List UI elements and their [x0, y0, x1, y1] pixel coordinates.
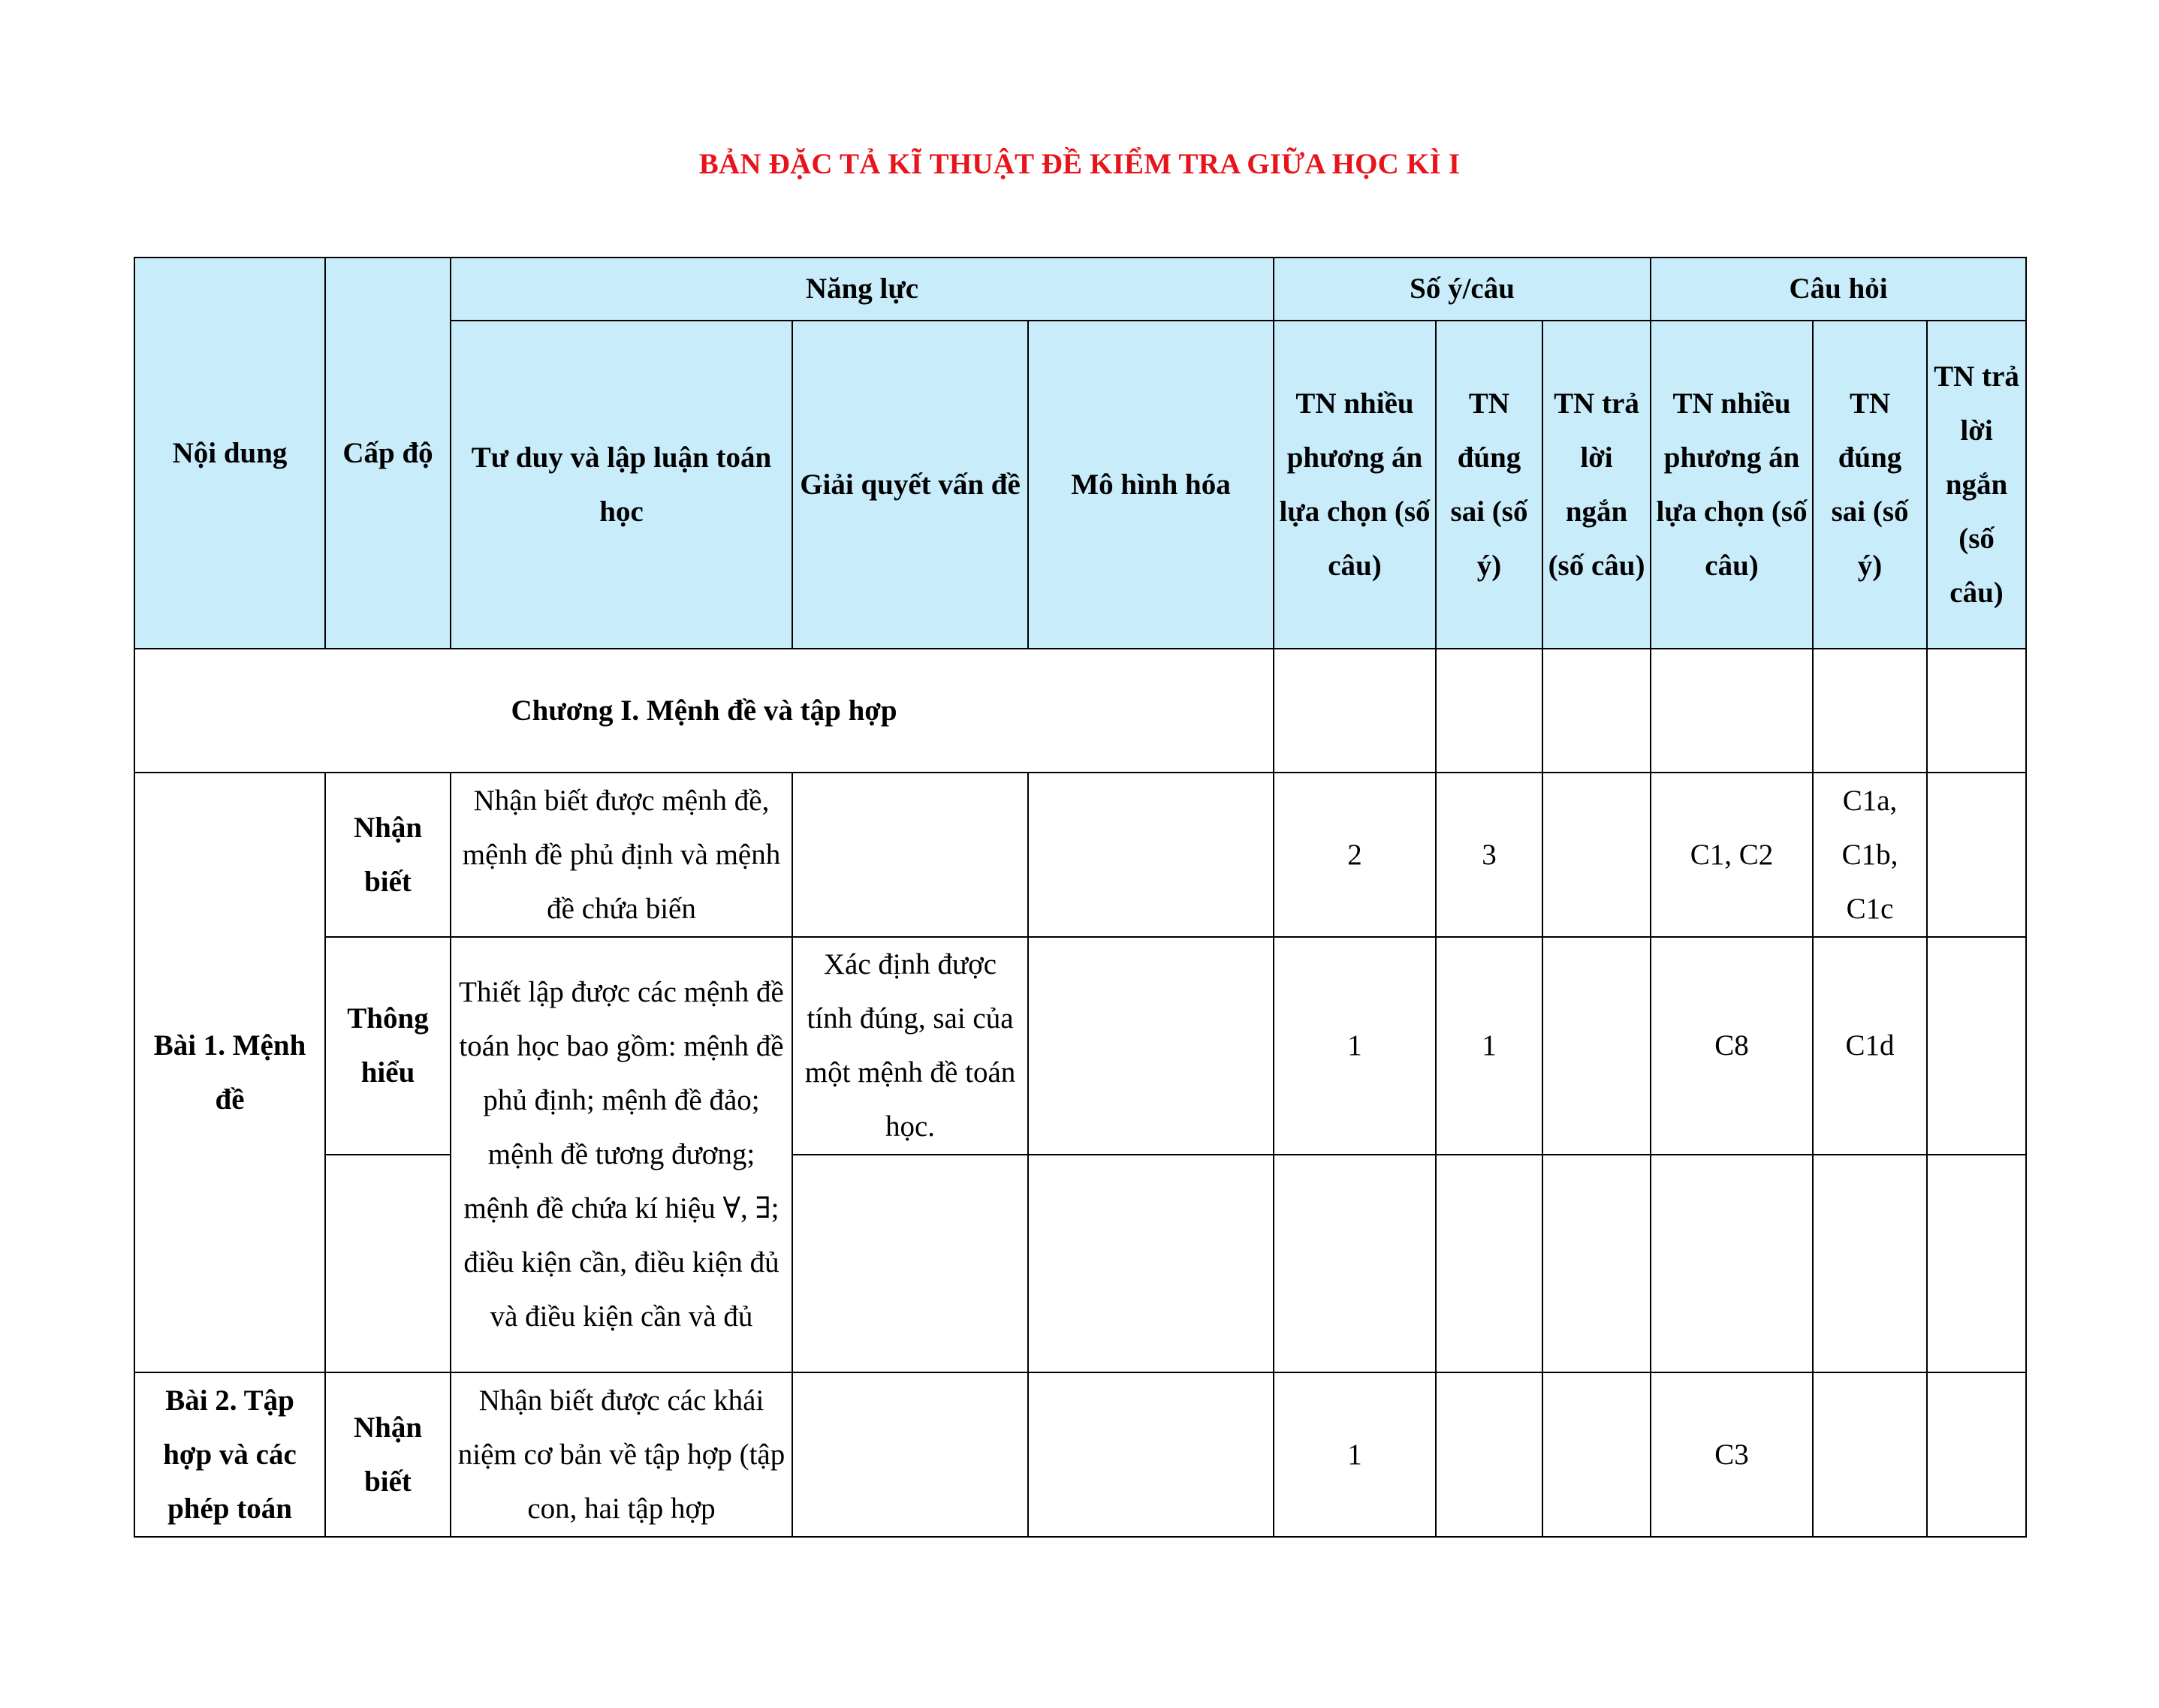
table-cell [1542, 1155, 1651, 1372]
row-bai-1-so-tn-dung-sai: 3 [1436, 773, 1542, 937]
header-tn-tra-loi-ngan: TN trả lời ngắn (số câu) [1542, 321, 1651, 649]
table-cell [1028, 1155, 1274, 1372]
chapter-row [134, 649, 2026, 773]
row-bai-2-noi-dung: Bài 2. Tập hợp và các phép toán [134, 1372, 325, 1537]
table-row [134, 1155, 2026, 1372]
table-cell [1651, 649, 1813, 773]
row-bai-1-cau-tn-tra-loi [1927, 773, 2026, 937]
row-bai-1-cap-do-nhan-biet: Nhận biết [325, 773, 451, 937]
header-mo-hinh: Mô hình hóa [1028, 321, 1274, 649]
table-cell [1542, 649, 1651, 773]
row-thong-hieu-cau-tn-dung-sai: C1d [1813, 937, 1927, 1155]
table-row [134, 937, 2026, 1155]
table-cell [1274, 649, 1436, 773]
row-thong-hieu-cau-tn-tra-loi [1927, 937, 2026, 1155]
header-cau-tn-dung-sai: TN đúng sai (số ý) [1813, 321, 1927, 649]
row-bai-1-so-tn-tra-loi [1542, 773, 1651, 937]
header-nang-luc: Năng lực [451, 258, 1274, 321]
row-thong-hieu-so-tn-nhieu-pa: 1 [1274, 937, 1436, 1155]
row-bai-1-cau-tn-nhieu-pa: C1, C2 [1651, 773, 1813, 937]
table-row [134, 773, 2026, 937]
row-bai-2-so-tn-tra-loi [1542, 1372, 1651, 1537]
row-bai-2-mo-hinh [1028, 1372, 1274, 1537]
header-so-y-cau: Số ý/câu [1274, 258, 1651, 321]
header-giai-quyet: Giải quyết vấn đề [792, 321, 1028, 649]
header-tn-nhieu-phuong-an: TN nhiều phương án lựa chọn (số câu) [1274, 321, 1436, 649]
header-tn-dung-sai: TN đúng sai (số ý) [1436, 321, 1542, 649]
row-bai-2-cau-tn-dung-sai [1813, 1372, 1927, 1537]
row-thong-hieu-so-tn-dung-sai: 1 [1436, 937, 1542, 1155]
table-cell [1651, 1155, 1813, 1372]
row-bai-2-so-tn-nhieu-pa: 1 [1274, 1372, 1436, 1537]
row-bai-1-giai-quyet [792, 773, 1028, 937]
table-cell [1436, 1155, 1542, 1372]
row-bai-2-cau-tn-nhieu-pa: C3 [1651, 1372, 1813, 1537]
row-bai-2-tu-duy: Nhận biết được các khái niệm cơ bản về tập hợp (tập con, hai tập hợp [451, 1372, 792, 1537]
table-cell [325, 1155, 451, 1372]
row-thong-hieu-cap-do: Thông hiểu [325, 937, 451, 1155]
table-cell [1813, 649, 1927, 773]
document-title: BẢN ĐẶC TẢ KĨ THUẬT ĐỀ KIỂM TRA GIỮA HỌC KÌ I [698, 148, 1461, 180]
header-noi-dung: Nội dung [134, 258, 325, 649]
chapter-title: Chương I. Mệnh đề và tập hợp [134, 649, 1274, 773]
table-cell [1436, 649, 1542, 773]
table-cell [1927, 649, 2026, 773]
header-cau-tn-nhieu-phuong-an: TN nhiều phương án lựa chọn (số câu) [1651, 321, 1813, 649]
header-tu-duy: Tư duy và lập luận toán học [451, 321, 792, 649]
row-thong-hieu-giai-quyet: Xác định được tính đúng, sai của một mệnh đề toán học. [792, 937, 1028, 1155]
row-bai-1-so-tn-nhieu-pa: 2 [1274, 773, 1436, 937]
table-cell [1274, 1155, 1436, 1372]
row-thong-hieu-cau-tn-nhieu-pa: C8 [1651, 937, 1813, 1155]
row-bai-1-noi-dung: Bài 1. Mệnh đề [134, 773, 325, 1372]
row-bai-1-mo-hinh [1028, 773, 1274, 937]
row-thong-hieu-tu-duy: Thiết lập được các mệnh đề toán học bao gồm: mệnh đề phủ định; mệnh đề đảo; mệnh đề tương đương; mệnh đề chứa kí hiệu ∀, ∃; điều kiện cần, điều kiện đủ và điều kiện cần và đủ [451, 937, 792, 1372]
header-cap-do: Cấp độ [325, 258, 451, 649]
row-bai-2-cap-do: Nhận biết [325, 1372, 451, 1537]
header-cau-tn-tra-loi-ngan: TN trả lời ngắn (số câu) [1927, 321, 2026, 649]
table-cell [792, 1155, 1028, 1372]
table-row [134, 1372, 2026, 1537]
specification-table [134, 257, 2027, 1538]
table-cell [1927, 1155, 2026, 1372]
table-cell [1813, 1155, 1927, 1372]
row-bai-2-cau-tn-tra-loi [1927, 1372, 2026, 1537]
header-cau-hoi: Câu hỏi [1651, 258, 2026, 321]
row-bai-1-cau-tn-dung-sai: C1a, C1b, C1c [1813, 773, 1927, 937]
row-bai-2-giai-quyet [792, 1372, 1028, 1537]
row-bai-2-so-tn-dung-sai [1436, 1372, 1542, 1537]
row-bai-1-tu-duy: Nhận biết được mệnh đề, mệnh đề phủ định và mệnh đề chứa biến [451, 773, 792, 937]
row-thong-hieu-so-tn-tra-loi [1542, 937, 1651, 1155]
row-thong-hieu-mo-hinh [1028, 937, 1274, 1155]
